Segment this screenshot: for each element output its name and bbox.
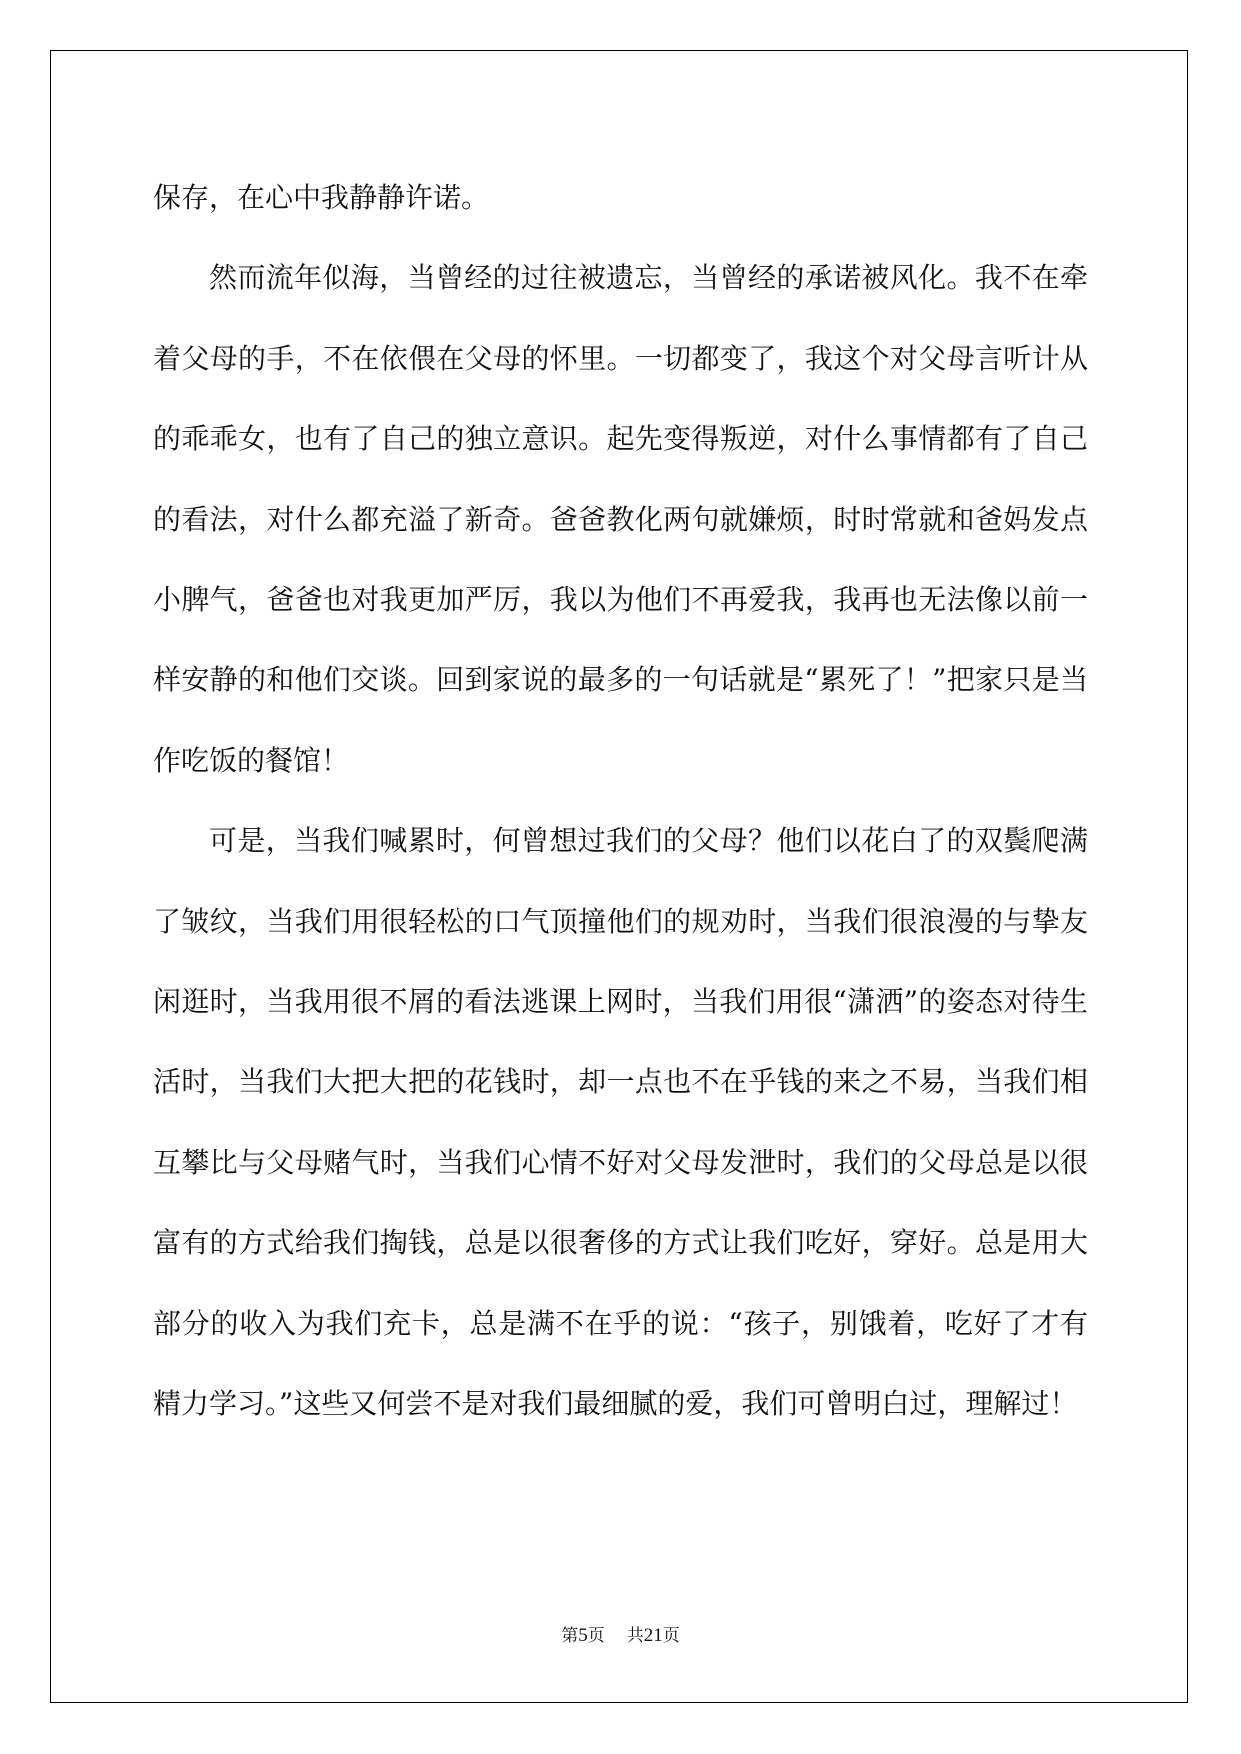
- page-footer: [0, 1624, 1241, 1648]
- document-body: [153, 158, 1088, 1445]
- total-suffix: 页: [662, 1626, 680, 1646]
- total-prefix: 共: [626, 1626, 644, 1646]
- page-suffix: 页: [587, 1626, 605, 1646]
- paragraph-3: 可是，当我们喊累时，何曾想过我们的父母？他们以花白了的双鬓爬满了皱纹，当我们用很轻松的口气顶撞他们的规劝时，当我们很浪漫的与挚友闲逛时，当我用很不屑的看法逃课上网时，当我们用很“潇洒”的姿态对待生活时，当我们大把大把的花钱时，却一点也不在乎钱的来之不易，当我们相互攀比与父母赌气时，当我们心情不好对父母发泄时，我们的父母总是以很富有的方式给我们掏钱，总是以很奢侈的方式让我们吃好，穿好。总是用大部分的收入为我们充卡，总是满不在乎的说：“孩子，别饿着，吃好了才有精力学习。”这些又何尝不是对我们最细腻的爱，我们可曾明白过，理解过！: [153, 824, 1088, 1421]
- page-current: 5: [578, 1625, 588, 1646]
- page-total: 21: [643, 1625, 663, 1646]
- paragraph-2: 然而流年似海，当曾经的过往被遗忘，当曾经的承诺被风化。我不在牵着父母的手，不在依偎在父母的怀里。一切都变了，我这个对父母言听计从的乖乖女，也有了自己的独立意识。起先变得叛逆，对什么事情都有了自己的看法，对什么都充溢了新奇。爸爸教化两句就嫌烦，时时常就和爸妈发点小脾气，爸爸也对我更加严厉，我以为他们不再爱我，我再也无法像以前一样安静的和他们交谈。回到家说的最多的一句话就是“累死了！”把家只是当作吃饭的餐馆！: [153, 261, 1088, 777]
- page-prefix: 第: [561, 1626, 579, 1646]
- paragraph-1: 保存，在心中我静静许诺。: [153, 181, 490, 214]
